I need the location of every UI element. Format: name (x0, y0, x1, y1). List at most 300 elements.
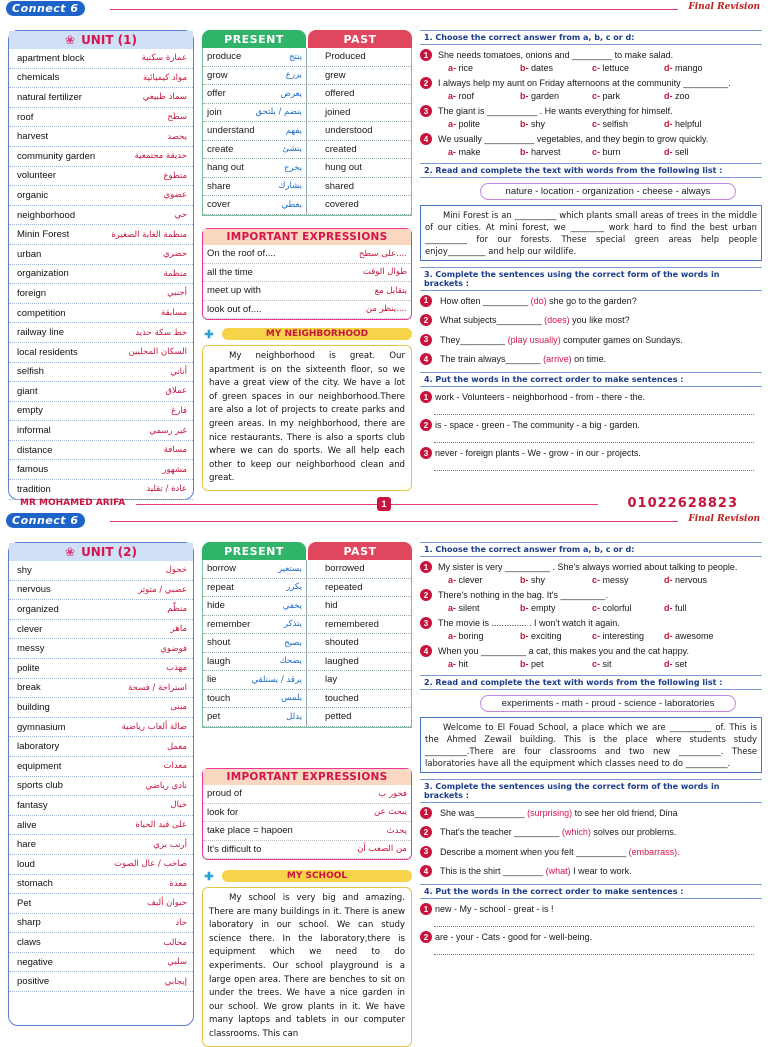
vocab-translation: غير رسمي (149, 425, 187, 436)
completion-hint: (surprising) (527, 807, 573, 818)
vocab-word: equipment (17, 760, 62, 772)
question-number-badge: 2 (420, 589, 432, 601)
mcq-stem (420, 105, 762, 117)
unit-1-verb-table (202, 30, 412, 216)
vocab-word: claws (17, 937, 41, 949)
present-tab: PRESENT (202, 30, 306, 48)
option-text: exciting (531, 631, 562, 641)
verb-row (203, 104, 411, 123)
mcq-option (448, 631, 520, 641)
past-verb: lay (325, 674, 338, 686)
vocab-word: negative (17, 956, 53, 968)
vocab-row (9, 343, 193, 363)
vocab-translation: خيال (170, 800, 187, 811)
vocab-translation: عمارة سكنية (141, 53, 187, 64)
mcq-option (520, 659, 592, 669)
vocab-row (9, 718, 193, 738)
expression-row (203, 245, 411, 264)
vocab-translation: سطح (167, 112, 187, 123)
present-verb: offer (207, 88, 226, 100)
mcq-option (448, 119, 520, 129)
reorder-words: work - Volunteers - neighborhood - from - there - the. (435, 392, 646, 402)
vocab-word: polite (17, 662, 40, 674)
expression-text: look for (207, 806, 239, 818)
vocab-translation: أناني (170, 366, 187, 377)
vocab-word: hare (17, 839, 37, 851)
mcq-options (420, 147, 762, 157)
vocab-translation: مواد كيميائية (143, 72, 187, 83)
mcq-option (520, 91, 592, 101)
expression-text: proud of (207, 788, 242, 800)
vocab-translation: عملاق (165, 386, 187, 397)
vocab-row (9, 953, 193, 973)
option-text: pet (531, 659, 544, 669)
completion-item (420, 291, 762, 311)
question-number-badge: 2 (420, 77, 432, 89)
vocab-row (9, 402, 193, 422)
vocab-word: roof (17, 111, 34, 123)
option-text: nervous (675, 575, 708, 585)
story-text: My neighborhood is great. Our apartment is on the sixteenth floor, so we have a great view of the city. We have a lot of green spaces in our neighborhood.There are also a lot of projects to create parks and green areas. In my neighborhood, there are nice restaurants. There is also a sports club where we can do sports. We all help each other to keep our neighborhood clean and great. (202, 345, 412, 491)
vocab-row (9, 382, 193, 402)
completion-item (420, 330, 762, 350)
vocab-row (9, 933, 193, 953)
present-cell (203, 560, 307, 578)
vocab-word: foreign (17, 287, 47, 299)
present-verb: produce (207, 51, 242, 63)
vocab-translation: معمل (166, 741, 187, 752)
vocab-row (9, 69, 193, 89)
vocab-row (9, 737, 193, 757)
past-tab: PAST (308, 30, 412, 48)
option-letter: c- (592, 603, 603, 613)
option-text: shy (531, 119, 546, 129)
past-verb: understood (325, 125, 373, 137)
mcq-question (420, 77, 762, 101)
option-letter: d- (664, 603, 675, 613)
mcq-option (592, 575, 664, 585)
vocab-translation: مسافة (163, 445, 187, 456)
reorder-line (420, 419, 762, 431)
verb-row (203, 671, 411, 690)
vocab-row (9, 639, 193, 659)
question-number-badge: 1 (420, 903, 432, 915)
present-verb: cover (207, 199, 231, 211)
option-letter: b- (520, 659, 531, 669)
vocab-translation: إيجابي (164, 976, 187, 987)
verb-translation: يشارك (278, 181, 302, 192)
vocab-row (9, 894, 193, 914)
option-letter: a- (448, 659, 459, 669)
vocab-translation: سماد طبيعي (142, 92, 187, 103)
vocab-row (9, 855, 193, 875)
completion-suffix: on time. (574, 354, 607, 365)
vocab-row (9, 363, 193, 383)
completion-suffix: I wear to work. (573, 866, 632, 877)
past-verb: petted (325, 711, 352, 723)
completion-item (420, 823, 762, 843)
option-text: shy (531, 575, 546, 585)
vocab-row (9, 757, 193, 777)
reorder-line (420, 391, 762, 403)
question-3-title: 3. Complete the sentences using the correct form of the words in brackets : (420, 267, 762, 291)
completion-item (420, 842, 762, 862)
present-cell (203, 653, 307, 671)
mcq-option (448, 659, 520, 669)
option-text: garden (531, 91, 560, 101)
question-number-badge: 3 (420, 105, 432, 117)
mcq-option (664, 659, 736, 669)
vocab-translation: حاد (175, 917, 187, 928)
vocab-word: organization (17, 268, 69, 280)
present-cell (203, 597, 307, 615)
unit-1-title (9, 31, 193, 49)
mcq-option (520, 603, 592, 613)
present-verb: shout (207, 637, 231, 649)
question-3-title: 3. Complete the sentences using the correct form of the words in brackets : (420, 779, 762, 803)
vocab-row (9, 147, 193, 167)
vocab-row (9, 698, 193, 718)
completion-hint: (which) (561, 827, 591, 838)
verb-row (203, 196, 411, 215)
mcq-stem (420, 77, 762, 89)
unit-2-questions (420, 542, 762, 955)
completion-prefix: This is the shirt ________ (440, 866, 544, 877)
mcq-option (664, 63, 736, 73)
present-cell (203, 634, 307, 652)
vocab-word: natural fertilizer (17, 91, 82, 103)
completion-prefix: They_________ (440, 334, 506, 345)
answer-line (434, 917, 754, 927)
expression-text: all the time (207, 266, 253, 278)
mcq-stem (420, 49, 762, 61)
question-2-title: 2. Read and complete the text with words from the following list : (420, 675, 762, 690)
vocab-row (9, 914, 193, 934)
vocab-translation: عصبي / متوتر (138, 584, 187, 595)
mcq-stem-text: My sister is very _________ . She's always worried about talking to people. (438, 562, 738, 572)
present-verb: touch (207, 692, 231, 704)
header-rule (110, 521, 678, 522)
question-number-badge: 1 (420, 807, 432, 819)
mcq-option (592, 63, 664, 73)
present-verb: grow (207, 69, 228, 81)
answer-line (434, 433, 754, 443)
completion-text (440, 315, 630, 325)
vocab-row (9, 108, 193, 128)
verb-row (203, 141, 411, 160)
mcq-question (420, 105, 762, 129)
vocab-translation: أجنبي (167, 288, 187, 299)
vocab-word: community garden (17, 150, 96, 162)
question-number-badge: 1 (420, 391, 432, 403)
completion-item (420, 311, 762, 331)
option-letter: d- (664, 119, 675, 129)
option-letter: b- (520, 91, 531, 101)
option-text: roof (458, 91, 475, 101)
past-verb: covered (325, 199, 359, 211)
past-verb: borrowed (325, 563, 365, 575)
question-number-badge: 4 (420, 865, 432, 877)
option-letter: b- (520, 119, 531, 129)
verb-translation: ينشئ (282, 144, 302, 155)
mcq-stem (420, 561, 762, 573)
mcq-stem-text: The movie is .............. . I won't watch it again. (438, 618, 620, 628)
mcq-option (448, 575, 520, 585)
vocab-word: harvest (17, 131, 49, 143)
mcq-option (448, 91, 520, 101)
verb-translation: يزرع (285, 70, 302, 81)
option-letter: c- (592, 147, 603, 157)
bow-icon: ❀ (65, 545, 76, 559)
expression-row (203, 785, 411, 804)
verb-translation: يستعير (278, 563, 302, 574)
expression-translation: يبحث عن (373, 807, 407, 818)
past-verb: shared (325, 180, 355, 192)
expression-translation: طوال الوقت (362, 267, 407, 278)
present-cell (203, 85, 307, 103)
verb-translation: يصيح (284, 637, 302, 648)
vocab-translation: سلبي (167, 957, 187, 968)
mcq-option (592, 631, 664, 641)
expression-text: look out of.... (207, 303, 262, 315)
mcq-stem-text: I always help my aunt on Friday afternoons at the community _________. (438, 78, 731, 88)
mcq-option (448, 603, 520, 613)
present-verb: remember (207, 618, 251, 630)
header-rule (110, 9, 678, 10)
mcq-stem-text: There's nothing in the bag. It's _________. (438, 590, 609, 600)
vocab-row (9, 265, 193, 285)
phone-number: 01022628823 (627, 496, 738, 511)
vocab-row (9, 620, 193, 640)
option-text: selfish (602, 119, 629, 129)
expression-text: On the roof of.... (207, 248, 276, 260)
mcq-option (664, 147, 736, 157)
vocab-translation: على قيد الحياة (135, 820, 187, 831)
completion-text (440, 847, 680, 857)
final-revision-label: Final Revision (688, 2, 760, 12)
vocab-translation: يحصد (167, 131, 187, 142)
vocab-word: clever (17, 623, 43, 635)
teacher-name: MR MOHAMED ARIFA (20, 498, 126, 508)
expression-translation: من الصعب أن (357, 844, 407, 855)
verb-translation: ينتج (289, 51, 302, 62)
past-tab: PAST (308, 542, 412, 560)
completion-text (440, 354, 606, 364)
vocab-word: break (17, 682, 41, 694)
option-text: messy (602, 575, 629, 585)
mcq-question (420, 589, 762, 613)
verb-row (203, 159, 411, 178)
mcq-option (592, 91, 664, 101)
completion-text (440, 808, 678, 818)
present-cell (203, 708, 307, 726)
unit-title-text: UNIT (1) (81, 33, 137, 47)
verb-translation: يتذكر (283, 619, 302, 630)
verb-row (203, 597, 411, 616)
vocab-translation: ماهر (170, 624, 187, 635)
vocab-translation: معدة (169, 878, 187, 889)
option-text: harvest (531, 147, 561, 157)
past-verb: hung out (325, 162, 362, 174)
option-text: awesome (675, 631, 714, 641)
question-number-badge: 3 (420, 334, 432, 346)
mcq-option (520, 631, 592, 641)
reorder-line (420, 447, 762, 459)
expressions-title: IMPORTANT EXPRESSIONS (203, 229, 411, 245)
unit-2-vocabulary (8, 542, 194, 1026)
vocab-row (9, 225, 193, 245)
present-cell (203, 690, 307, 708)
completion-hint: (play usually) (507, 334, 561, 345)
verb-row (203, 178, 411, 197)
vocab-word: railway line (17, 327, 64, 339)
vocab-word: alive (17, 819, 37, 831)
vocab-translation: عادة / تقليد (146, 484, 187, 495)
mcq-stem (420, 589, 762, 601)
verb-translation: يخفي (282, 600, 302, 611)
mcq-option (592, 119, 664, 129)
vocab-word: building (17, 701, 50, 713)
vocab-row (9, 245, 193, 265)
option-text: zoo (675, 91, 690, 101)
mcq-option (520, 147, 592, 157)
mcq-question (420, 561, 762, 585)
option-letter: b- (520, 147, 531, 157)
expression-row (203, 804, 411, 823)
expression-translation: يتقابل مع (374, 285, 407, 296)
vocab-row (9, 167, 193, 187)
question-number-badge: 4 (420, 645, 432, 657)
question-1-title: 1. Choose the correct answer from a, b, c or d: (420, 30, 762, 45)
completion-hint: (embarrass). (628, 846, 680, 857)
option-text: clever (458, 575, 483, 585)
unit-1-questions (420, 30, 762, 471)
question-number-badge: 1 (420, 295, 432, 307)
option-text: mango (675, 63, 703, 73)
story-text: My school is very big and amazing. There are many buildings in it. There is anew laboratory in our school. We can study science there. In the laboratory,there is equipment which we need to do experiments. Our school playground is a large open area. There are benches to sit on under the trees. We have a nice garden in our school. We grow plants in it. We have many laptops and tablets in our computer classrooms. This can (202, 887, 412, 1047)
answer-line (434, 461, 754, 471)
completion-hint: (what) (545, 866, 571, 877)
verb-translation: يخرج (283, 162, 302, 173)
unit-title-text: UNIT (2) (81, 545, 137, 559)
mcq-stem (420, 645, 762, 657)
present-verb: create (207, 143, 234, 155)
story-title: MY SCHOOL (222, 870, 412, 882)
present-verb: repeat (207, 581, 234, 593)
verb-row (203, 122, 411, 141)
story-title: MY NEIGHBORHOOD (222, 328, 412, 340)
expression-text: take place = hapoen (207, 825, 293, 837)
reading-passage: Welcome to El Fouad School, a place which we are __________ of. This is the Ahmed Zewail building. This is the place where students study __________.There are four classrooms and two new __________. These laboratories have all the equipment which classes need to do __________. (420, 717, 762, 773)
vocab-translation: صالة ألعاب رياضية (121, 722, 187, 733)
vocab-word: organized (17, 603, 59, 615)
reading-passage: Mini Forest is an __________ which plants small areas of trees in the middle of our cities. At mini forest, we ________ work hard to find the best urban __________ for our forests. These special green areas help people enjoy_________ and help our wildlife. (420, 205, 762, 261)
mcq-option (664, 575, 736, 585)
mcq-question (420, 133, 762, 157)
expression-translation: ينظر من.... (365, 304, 407, 315)
question-1-title: 1. Choose the correct answer from a, b, c or d: (420, 542, 762, 557)
mcq-stem-text: We usually __________ vegetables, and they begin to grow quickly. (438, 134, 709, 144)
option-text: interesting (602, 631, 645, 641)
mcq-options (420, 91, 762, 101)
vocab-translation: متطوع (163, 170, 187, 181)
present-verb: lie (207, 674, 217, 686)
unit-2-story (202, 868, 412, 1047)
vocab-translation: حضري (163, 249, 187, 260)
expression-row (203, 822, 411, 841)
present-cell (203, 671, 307, 689)
verb-translation: يغطي (281, 199, 302, 210)
verb-translation: يلمس (281, 693, 302, 704)
option-text: boring (458, 631, 484, 641)
present-cell (203, 616, 307, 634)
vocab-row (9, 816, 193, 836)
plus-icon: ✚ (204, 328, 214, 341)
verb-translation: يكرر (286, 582, 302, 593)
verb-row (203, 690, 411, 709)
option-text: park (602, 91, 621, 101)
vocab-translation: حي (174, 210, 187, 221)
mcq-stem (420, 617, 762, 629)
present-verb: borrow (207, 563, 237, 575)
vocab-translation: استراحة / فسحة (128, 682, 187, 693)
reorder-item (420, 419, 762, 443)
reorder-item (420, 447, 762, 471)
present-cell (203, 104, 307, 122)
vocab-word: competition (17, 307, 66, 319)
option-text: burn (602, 147, 621, 157)
mcq-option (664, 119, 736, 129)
question-4-title: 4. Put the words in the correct order to make sentences : (420, 884, 762, 899)
past-verb: joined (325, 106, 351, 118)
final-revision-label: Final Revision (688, 514, 760, 524)
completion-hint: (arrive) (543, 354, 572, 365)
present-cell (203, 196, 307, 214)
vocab-row (9, 323, 193, 343)
reorder-item (420, 391, 762, 415)
option-letter: d- (664, 147, 675, 157)
mcq-question (420, 645, 762, 669)
question-number-badge: 2 (420, 419, 432, 431)
completion-suffix: you like most? (572, 315, 630, 326)
vocab-translation: مهذب (166, 663, 187, 674)
mcq-stem (420, 133, 762, 145)
verb-translation: يضحك (279, 656, 302, 667)
footer-rule (136, 504, 598, 505)
completion-hint: (does) (544, 315, 570, 326)
verb-translation: ينضم / يلتحق (255, 107, 302, 118)
mcq-option (520, 119, 592, 129)
vocab-row (9, 561, 193, 581)
vocab-translation: مخالب (163, 937, 187, 948)
vocab-row (9, 777, 193, 797)
page-header (0, 512, 768, 530)
vocab-word: nervous (17, 584, 51, 596)
option-text: hit (458, 659, 469, 669)
page-header (0, 0, 768, 18)
option-letter: a- (448, 575, 459, 585)
vocab-word: famous (17, 464, 49, 476)
vocab-translation: خط سكة حديد (135, 327, 187, 338)
question-number-badge: 2 (420, 826, 432, 838)
past-verb: Produced (325, 51, 366, 63)
option-text: full (675, 603, 687, 613)
vocab-word: shy (17, 564, 32, 576)
expression-row (203, 264, 411, 283)
mcq-option (592, 147, 664, 157)
mcq-options (420, 659, 762, 669)
completion-item (420, 803, 762, 823)
